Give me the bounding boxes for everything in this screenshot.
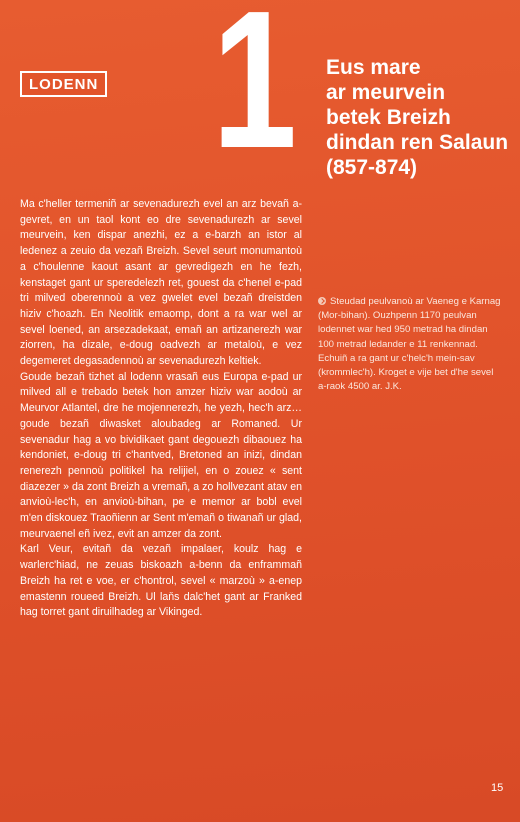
section-tag: LODENN <box>20 71 107 97</box>
title-line: betek Breizh <box>326 106 451 129</box>
chapter-title <box>326 55 516 180</box>
photo-caption <box>318 295 503 394</box>
arrow-bullet-icon <box>318 297 326 305</box>
caption-text: Steudad peulvanoù ar Vaeneg e Karnag (Mor-bihan). Ouzhpenn 1170 peulvan lodennet war hed 950 metrad ha dindan 100 metrad ledander e 11 renkennad. Echuiñ a ra gant ur c'helc'h mein-sav (krommlec'h). Kroget e vije bet d'he sevel a-raok 4500 ar. J.K. <box>318 296 501 393</box>
title-line: Eus mare <box>326 56 421 79</box>
chapter-number: 1 <box>212 0 298 189</box>
page-number: 15 <box>491 782 504 794</box>
paragraph: Goude bezañ tizhet al lodenn vrasañ eus Europa e-pad ur milved all e trebado betek hon amzer hiziv war aodoù ar Meurvor Atlantel, dre he mojennerezh, he yezh, hec'h arz… goude bezañ diwasket aloubadeg ar Romaned. Ur sevenadur hag a vo bividikaet gant degouezh dibaouez ha kendoniet, e-doug tri c'hantved, Bretoned an inizi, dindan renerezh pennoù politikel ha relijiel, en o zouez « sent diazezer » da zont Breizh a vremañ, a zo hollvezant atav en anvioù-lec'h, en anvioù-bihan, pe e memor ar bobl evel m'en diskouez Traoñienn ar Sent m'emañ o tiwanañ ur glad, meurvaenel eñ ivez, evit an amzer da zont. <box>20 370 302 540</box>
paragraph: Karl Veur, evitañ da vezañ impalaer, koulz hag e warlerc'hiad, ne zeuas biskoazh a-benn da enframmañ Breizh ha ret e voe, er c'hontrol, sevel « marzoù » a-enep emastenn roueed Breizh. Ul laňs dalc'het gant ar Franked hag torret gant diruilhadeg ar Vikinged. <box>20 543 302 619</box>
body-text <box>20 197 302 621</box>
title-line: ar meurvein <box>326 81 446 104</box>
paragraph: Ma c'heller termeniñ ar sevenadurezh evel an arz bevañ a-gevret, en un taol kont eo dre sevenadurezh ar sevel meurvein, ken dispar anezhi, ez a e-barzh an istor al ledenez a zeuio da vezañ Breizh. Sevel seurt monumantoù a c'houlenne kaout asant ar gevredigezh en he fezh, kenstaget gant ur speredelezh ret, gouest da c'henel e-pad tri milved oberennoù a vez gwelet evel bezañ dreistden hiziv c'hoazh. En Neolitik emaomp, dont a ra war wel ar sevel loened, an arsezadekaat, emañ an artizanerezh war ziorren, ha dizale, e-doug oadvezh ar metaloù, e vez degemeret degasadennoù ar sevenadurezh keltiek. <box>20 198 302 368</box>
title-line: (857-874) <box>326 156 418 179</box>
title-line: dindan ren Salaun <box>326 131 509 154</box>
